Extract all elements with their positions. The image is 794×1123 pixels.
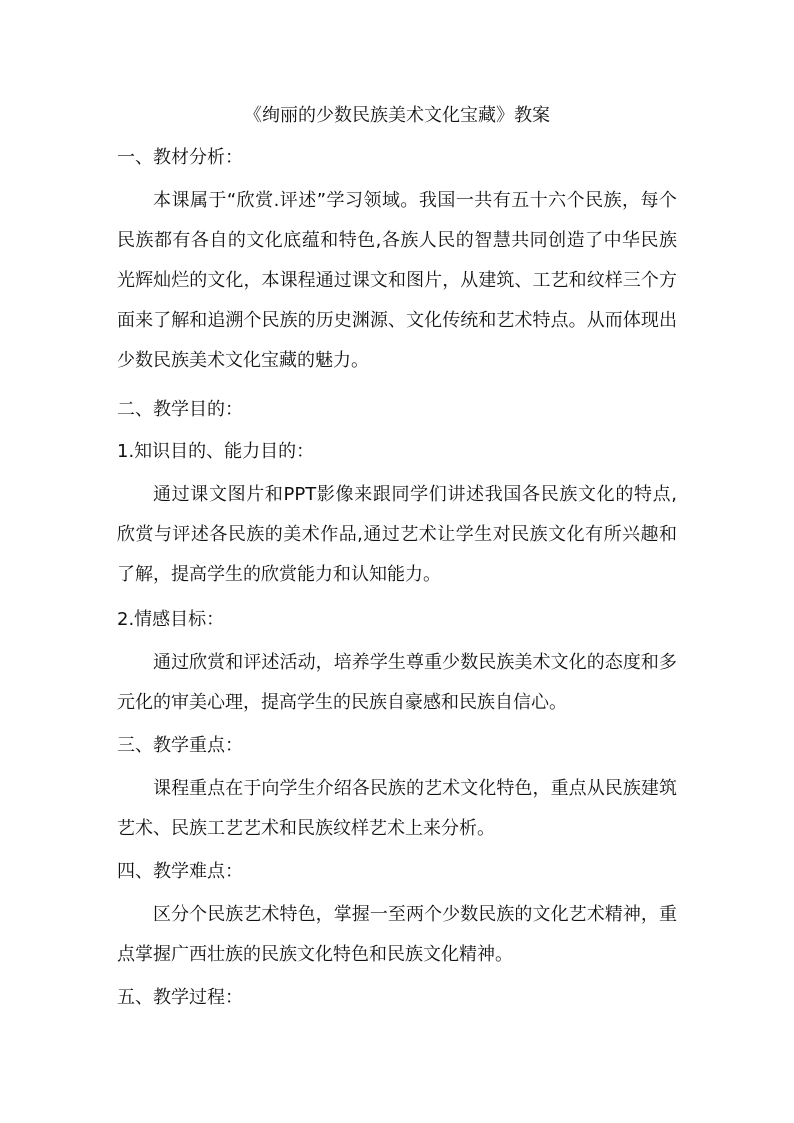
section-heading-objectives: 二、教学目的： xyxy=(117,399,243,420)
document-title: 《绚丽的少数民族美术文化宝藏》教案 xyxy=(244,105,550,126)
subheading-emotion: 2.情感目标： xyxy=(117,609,225,630)
section-heading-difficulties: 四、教学难点： xyxy=(117,861,243,882)
paragraph-knowledge-ability: 通过课文图片和PPT影像来跟同学们讲述我国各民族文化的特点,欣赏与评述各民族的美术作品,通过艺术让学生对民族文化有所兴趣和了解，提高学生的欣赏能力和认知能力。 xyxy=(117,484,677,585)
paragraph-emotion: 通过欣赏和评述活动，培养学生尊重少数民族美术文化的态度和多元化的审美心理，提高学生的民族自豪感和民族自信心。 xyxy=(117,652,677,713)
paragraph-key-points: 课程重点在于向学生介绍各民族的艺术文化特色，重点从民族建筑艺术、民族工艺艺术和民族纹样艺术上来分析。 xyxy=(117,778,677,839)
subheading-knowledge-ability: 1.知识目的、能力目的： xyxy=(117,441,315,462)
paragraph-analysis: 本课属于“欣赏.评述”学习领域。我国一共有五十六个民族，每个民族都有各自的文化底蕴和特色,各族人民的智慧共同创造了中华民族光辉灿烂的文化，本课程通过课文和图片，从建筑、工艺和纹样三个方面来了解和追溯个民族的历史渊源、文化传统和艺术特点。从而体现出少数民族美术文化宝藏的魅力。 xyxy=(117,190,677,371)
section-heading-process: 五、教学过程： xyxy=(117,987,243,1008)
section-heading-key-points: 三、教学重点： xyxy=(117,735,243,756)
section-heading-analysis: 一、教材分析： xyxy=(117,147,243,168)
paragraph-difficulties: 区分个民族艺术特色，掌握一至两个少数民族的文化艺术精神，重点掌握广西壮族的民族文化特色和民族文化精神。 xyxy=(117,904,677,965)
